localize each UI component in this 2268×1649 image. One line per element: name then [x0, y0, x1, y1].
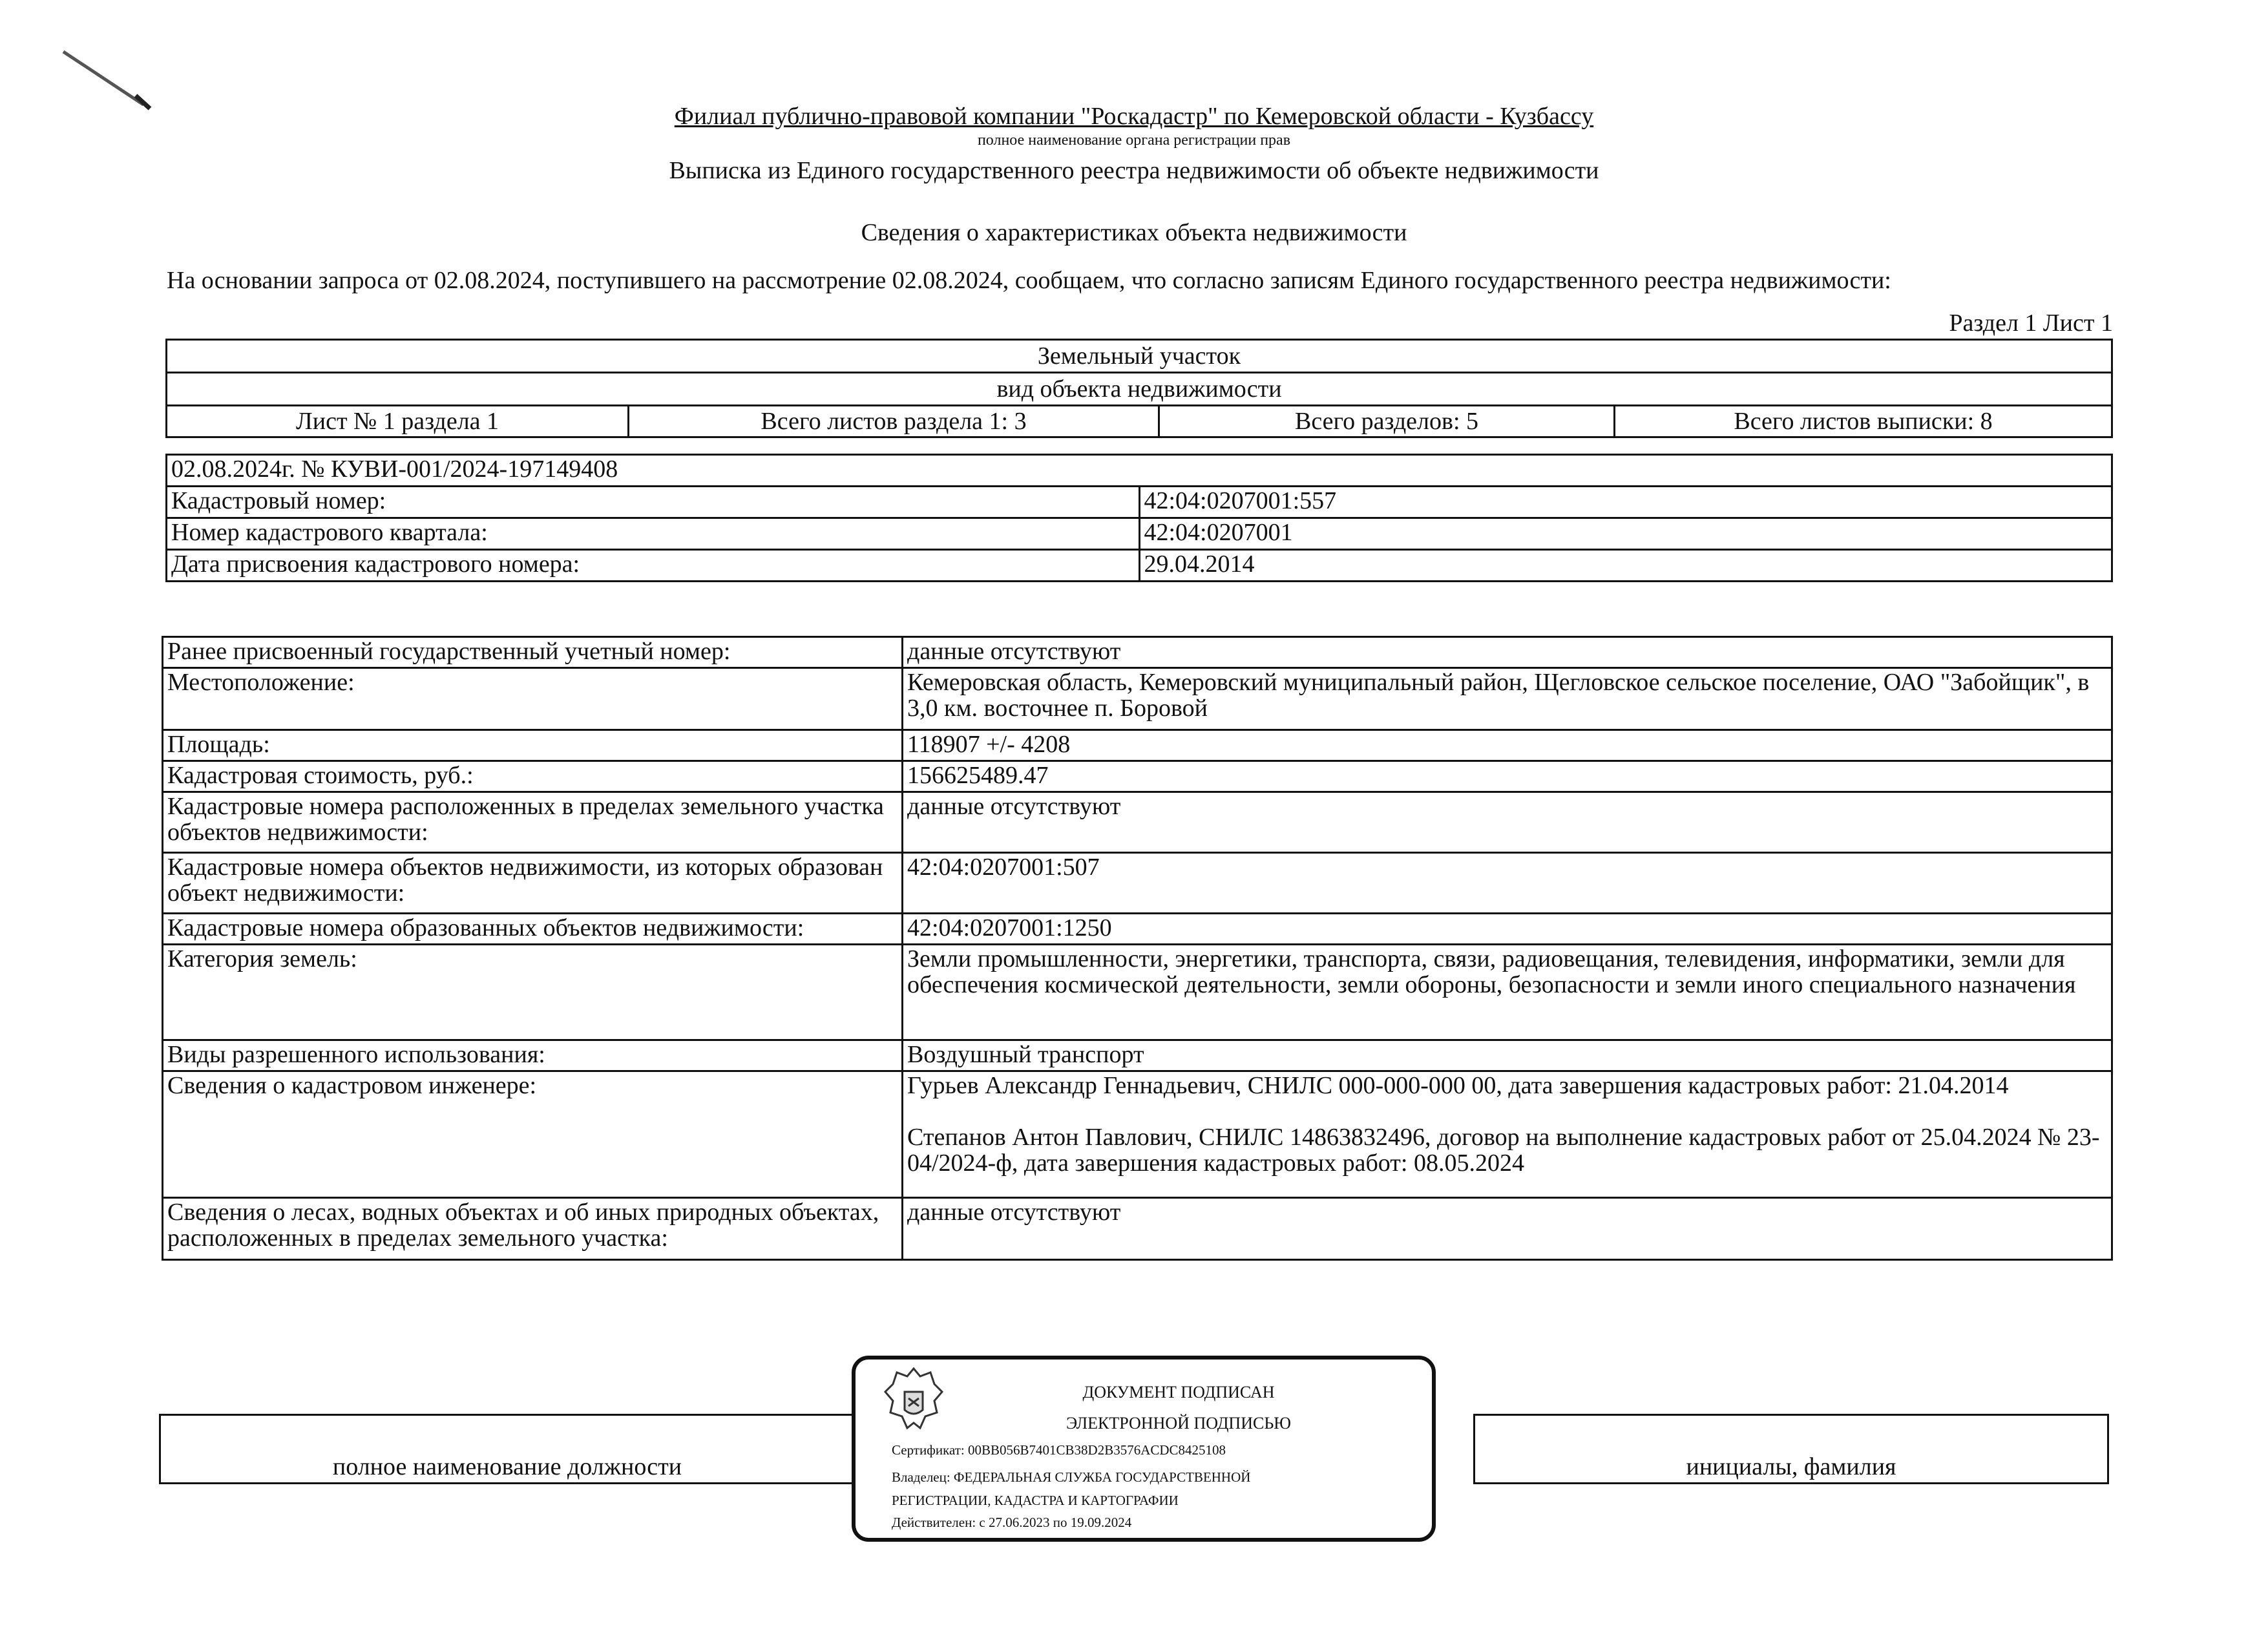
table-row	[163, 1040, 2112, 1071]
table-row	[163, 1071, 2112, 1198]
row-value: данные отсутствуют	[903, 1198, 2112, 1260]
row-value: 42:04:0207001	[1139, 518, 2112, 550]
row-key: Виды разрешенного использования:	[163, 1040, 903, 1071]
table-row	[163, 853, 2112, 914]
row-value: 156625489.47	[903, 761, 2112, 792]
section-label: Раздел 1 Лист 1	[1949, 310, 2113, 337]
row-key: Ранее присвоенный государственный учетный номер:	[163, 637, 903, 668]
row-key: Кадастровый номер:	[167, 487, 1140, 518]
table-row	[163, 1198, 2112, 1260]
name-caption: инициалы, фамилия	[1475, 1415, 2108, 1484]
row-value: 118907 +/- 4208	[903, 730, 2112, 761]
row-key: Кадастровые номера объектов недвижимости, из которых образован объект недвижимости:	[163, 853, 903, 914]
object-type-table	[165, 339, 2113, 406]
basis-text: На основании запроса от 02.08.2024, поступившего на рассмотрение 02.08.2024, сообщаем, что согласно записям Единого государственного реестра недвижимости:	[167, 267, 1891, 294]
row-key: Сведения о лесах, водных объектах и об иных природных объектах, расположенных в пределах земельного участка:	[163, 1198, 903, 1260]
table-row	[167, 487, 2112, 518]
row-value: 42:04:0207001:1250	[903, 914, 2112, 945]
organization-caption: полное наименование органа регистрации прав	[977, 132, 1291, 149]
main-info-table	[165, 454, 2113, 582]
row-value: Кемеровская область, Кемеровский муниципальный район, Щегловское сельское поселение, ОАО "Забойщик", в 3,0 км. восточнее п. Боровой	[903, 668, 2112, 730]
stamp-certificate: Сертификат: 00BB056B7401CB38D2B3576ACDC8425108	[892, 1442, 1226, 1458]
row-key: Сведения о кадастровом инженере:	[163, 1071, 903, 1198]
row-value: Земли промышленности, энергетики, транспорта, связи, радиовещания, телевидения, информатики, земли для обеспечения космической деятельности, земли обороны, безопасности и земли иного специального назначения	[903, 945, 2112, 1040]
row-value: 42:04:0207001:507	[903, 853, 2112, 914]
row-value: 29.04.2014	[1139, 550, 2112, 582]
details-table	[162, 636, 2113, 1261]
request-id: 02.08.2024г. № КУВИ-001/2024-197149408	[167, 455, 2112, 487]
row-key: Кадастровые номера расположенных в пределах земельного участка объектов недвижимости:	[163, 792, 903, 853]
document-subtitle: Сведения о характеристиках объекта недвижимости	[861, 219, 1407, 246]
coat-of-arms-icon	[883, 1366, 945, 1437]
document-title: Выписка из Единого государственного реестра недвижимости об объекте недвижимости	[669, 157, 1599, 184]
row-value: данные отсутствуют	[903, 792, 2112, 853]
row-value: Воздушный транспорт	[903, 1040, 2112, 1071]
row-value: данные отсутствуют	[903, 637, 2112, 668]
table-row	[167, 518, 2112, 550]
table-row	[163, 637, 2112, 668]
sections-count: Всего разделов: 5	[1159, 406, 1615, 437]
stamp-owner-line2: РЕГИСТРАЦИИ, КАДАСТРА И КАРТОГРАФИИ	[892, 1493, 1179, 1508]
electronic-signature-stamp	[852, 1356, 1436, 1542]
object-type-caption: вид объекта недвижимости	[167, 373, 2112, 406]
position-caption: полное наименование должности	[160, 1415, 855, 1484]
object-type-value: Земельный участок	[167, 340, 2112, 373]
stamp-validity: Действителен: с 27.06.2023 по 19.09.2024	[892, 1515, 1132, 1530]
stamp-owner-line1: Владелец: ФЕДЕРАЛЬНАЯ СЛУЖБА ГОСУДАРСТВЕННОЙ	[892, 1469, 1251, 1485]
table-row	[167, 550, 2112, 582]
section-sheets-count: Всего листов раздела 1: 3	[629, 406, 1159, 437]
row-key: Площадь:	[163, 730, 903, 761]
table-row	[163, 730, 2112, 761]
row-key: Номер кадастрового квартала:	[167, 518, 1140, 550]
row-key: Категория земель:	[163, 945, 903, 1040]
organization-name: Филиал публично-правовой компании "Роскадастр" по Кемеровской области - Кузбассу	[674, 103, 1594, 130]
table-row	[163, 792, 2112, 853]
sheet-number: Лист № 1 раздела 1	[167, 406, 629, 437]
table-row	[163, 668, 2112, 730]
row-key: Кадастровые номера образованных объектов недвижимости:	[163, 914, 903, 945]
row-key: Кадастровая стоимость, руб.:	[163, 761, 903, 792]
table-row	[163, 945, 2112, 1040]
stamp-line2: ЭЛЕКТРОННОЙ ПОДПИСЬЮ	[1066, 1414, 1291, 1433]
table-row	[163, 761, 2112, 792]
table-row	[163, 914, 2112, 945]
row-value: 42:04:0207001:557	[1139, 487, 2112, 518]
row-key: Дата присвоения кадастрового номера:	[167, 550, 1140, 582]
total-sheets-count: Всего листов выписки: 8	[1615, 406, 2112, 437]
row-key: Местоположение:	[163, 668, 903, 730]
stamp-line1: ДОКУМЕНТ ПОДПИСАН	[1082, 1383, 1275, 1402]
row-value: Гурьев Александр Геннадьевич, СНИЛС 000-000-000 00, дата завершения кадастровых работ: 21.04.2014 Степанов Антон Павлович, СНИЛС 14863832496, договор на выполнение кадастровых работ от 25.04.2024 № 23-04/2024-ф, дата завершения кадастровых работ: 08.05.2024	[903, 1071, 2112, 1198]
sheet-info-table	[165, 404, 2113, 438]
